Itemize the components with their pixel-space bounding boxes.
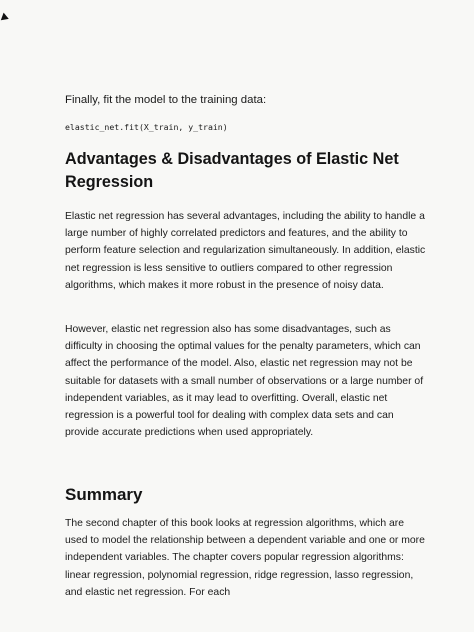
section-heading-advantages: Advantages & Disadvantages of Elastic Net Regression	[65, 150, 399, 191]
summary-paragraph: The second chapter of this book looks at regression algorithms, which are used to model the relationship between a dependent variable and one or more independent variables. The chapter covers popular regression algorithms: linear regression, polynomial regression, ridge regression, lasso regression, and elastic net regression. For each	[65, 518, 425, 598]
advantages-paragraph: Elastic net regression has several advantages, including the ability to handle a large number of highly correlated predictors and features, and the ability to perform feature selection and regularization simultaneously. In addition, elastic net regression is less sensitive to outliers compared to other regression algorithms, which makes it more robust in the presence of noisy data.	[65, 211, 426, 291]
intro-text: Finally, fit the model to the training data:	[65, 94, 267, 106]
code-snippet: elastic_net.fit(X_train, y_train)	[65, 122, 228, 132]
disadvantages-paragraph: However, elastic net regression also has some disadvantages, such as difficulty in choosing the optimal values for the penalty parameters, which can affect the performance of the model. Also, elastic net regression may not be suitable for datasets with a small number of observations or a large number of independent variables, as it may lead to overfitting. Overall, elastic net regression is a powerful tool for dealing with complex data sets and can provide accurate predictions when used appropriately.	[65, 324, 424, 439]
section-heading-summary: Summary	[65, 485, 143, 504]
corner-arrow-icon	[0, 13, 9, 24]
